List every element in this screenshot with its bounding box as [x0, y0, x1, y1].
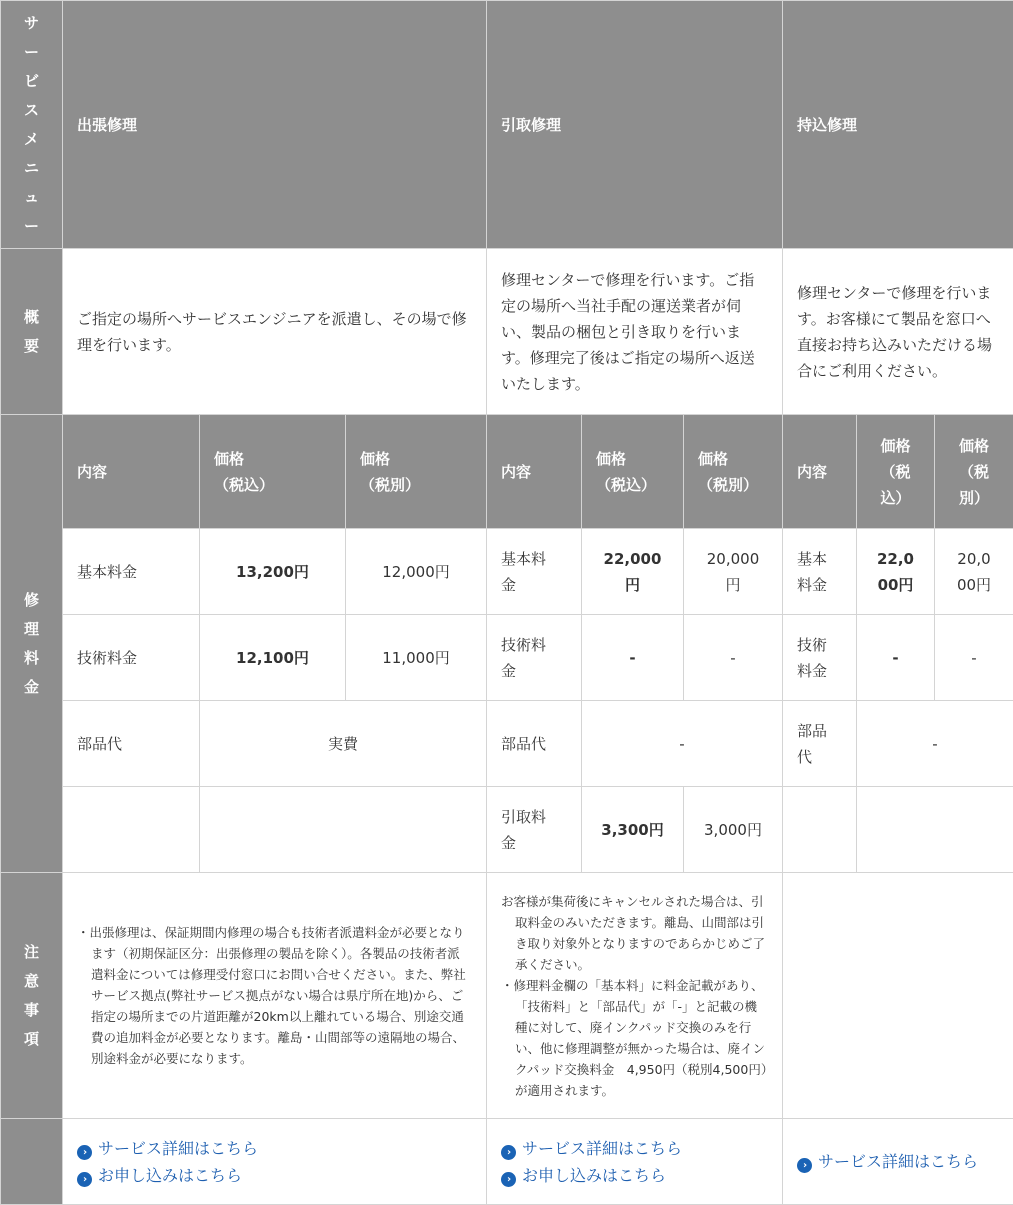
pickup-content-header: 内容 [487, 415, 582, 529]
pickup-parts-label: 部品代 [487, 701, 582, 787]
onsite-basic-label: 基本料金 [63, 529, 200, 615]
chevron-right-icon: › [797, 1158, 812, 1173]
onsite-detail-link[interactable]: › サービス詳細はこちら [77, 1135, 472, 1162]
onsite-tech-label: 技術料金 [63, 615, 200, 701]
pickup-apply-link[interactable]: › お申し込みはこちら [501, 1162, 768, 1189]
onsite-price-tax-in-header: 価格 （税込） [200, 415, 346, 529]
pickup-tech-label: 技術料 金 [487, 615, 582, 701]
links-carryin [783, 1119, 1013, 1205]
onsite-empty-value [200, 787, 487, 873]
notes-row [1, 873, 1013, 1119]
notes-onsite-text: ・出張修理は、保証期間内修理の場合も技術者派遣料金が必要となります（初期保証区分：出張修理の製品を除く）。各製品の技術者派遣料金については修理受付窓口にお問い合せください。また、弊社サービス拠点(弊社サービス拠点がない場合は県庁所在地)から、ご指定の場所までの片道距離が20km以上離れている場合、別途交通費の追加料金が必要となります。離島・山間部等の遠隔地の場合、別途料金が必要になります。 [77, 922, 472, 1069]
notes-pickup-item: ・修理料金欄の「基本料」に料金記載があり、「技術料」と「部品代」が「-」と記載の機種に対して、廃インクパッド交換のみを行い、他に修理調整が無かった場合は、廃インクパッド交換料金 4,950円（税別4,500円）が適用されます。 [501, 975, 768, 1101]
onsite-basic-tax-in: 13,200円 [200, 529, 346, 615]
notes-pickup-lead: お客様が集荷後にキャンセルされた場合は、引取料金のみいただきます。離島、山間部は引き取り対象外となりますのであらかじめご了承ください。 [501, 891, 768, 975]
row-header-repair-price: 修 理 料 金 [1, 415, 63, 873]
carryin-empty-value [857, 787, 1013, 873]
links-row [1, 1119, 1013, 1205]
carryin-content-header: 内容 [783, 415, 857, 529]
service-pickup-title: 引取修理 [487, 1, 783, 249]
carryin-basic-tax-in: 22,0 00円 [857, 529, 935, 615]
row-header-service-menu: サ ー ビ ス メ ニ ュ ー [1, 1, 63, 249]
carryin-tech-label: 技術 料金 [783, 615, 857, 701]
service-carryin-title: 持込修理 [783, 1, 1013, 249]
onsite-content-header: 内容 [63, 415, 200, 529]
price-row-pickup-fee [1, 787, 1013, 873]
links-pickup [487, 1119, 783, 1205]
overview-onsite: ご指定の場所へサービスエンジニアを派遣し、その場で修理を行います。 [63, 249, 487, 415]
carryin-basic-tax-ex: 20,0 00円 [935, 529, 1013, 615]
price-row-technical [1, 615, 1013, 701]
carryin-price-tax-ex-header: 価格 （税 別） [935, 415, 1013, 529]
carryin-tech-tax-ex: - [935, 615, 1013, 701]
pickup-price-tax-in-header: 価格 （税込） [582, 415, 684, 529]
carryin-tech-tax-in: - [857, 615, 935, 701]
pickup-tech-tax-in: - [582, 615, 684, 701]
overview-pickup: 修理センターで修理を行います。ご指定の場所へ当社手配の運送業者が伺い、製品の梱包と引き取りを行います。修理完了後はご指定の場所へ返送いたします。 [487, 249, 783, 415]
onsite-tech-tax-in: 12,100円 [200, 615, 346, 701]
pickup-detail-link[interactable]: › サービス詳細はこちら [501, 1135, 768, 1162]
overview-carryin: 修理センターで修理を行います。お客様にて製品を窓口へ直接お持ち込みいただける場合にご利用ください。 [783, 249, 1013, 415]
pickup-basic-label: 基本料 金 [487, 529, 582, 615]
onsite-basic-tax-ex: 12,000円 [346, 529, 487, 615]
notes-onsite [63, 873, 487, 1119]
carryin-detail-link[interactable]: › サービス詳細はこちら [797, 1148, 999, 1175]
links-onsite [63, 1119, 487, 1205]
pickup-fee-label: 引取料 金 [487, 787, 582, 873]
pickup-fee-tax-ex: 3,000円 [684, 787, 783, 873]
price-row-basic [1, 529, 1013, 615]
service-onsite-title: 出張修理 [63, 1, 487, 249]
price-header-row [1, 415, 1013, 529]
carryin-price-tax-in-header: 価格 （税 込） [857, 415, 935, 529]
row-header-links [1, 1119, 63, 1205]
onsite-apply-link[interactable]: › お申し込みはこちら [77, 1162, 472, 1189]
carryin-basic-label: 基本 料金 [783, 529, 857, 615]
pickup-basic-tax-in: 22,000 円 [582, 529, 684, 615]
price-row-parts [1, 701, 1013, 787]
onsite-empty-label [63, 787, 200, 873]
service-menu-row [1, 1, 1013, 249]
pickup-tech-tax-ex: - [684, 615, 783, 701]
onsite-parts-label: 部品代 [63, 701, 200, 787]
onsite-parts-value: 実費 [200, 701, 487, 787]
pickup-parts-value: - [582, 701, 783, 787]
chevron-right-icon: › [501, 1172, 516, 1187]
onsite-tech-tax-ex: 11,000円 [346, 615, 487, 701]
row-header-overview: 概 要 [1, 249, 63, 415]
onsite-price-tax-ex-header: 価格 （税別） [346, 415, 487, 529]
carryin-empty-label [783, 787, 857, 873]
pickup-price-tax-ex-header: 価格 （税別） [684, 415, 783, 529]
notes-pickup [487, 873, 783, 1119]
notes-carryin [783, 873, 1013, 1119]
carryin-parts-value: - [857, 701, 1013, 787]
row-header-notes: 注 意 事 項 [1, 873, 63, 1119]
chevron-right-icon: › [77, 1172, 92, 1187]
pickup-basic-tax-ex: 20,000 円 [684, 529, 783, 615]
carryin-parts-label: 部品 代 [783, 701, 857, 787]
chevron-right-icon: › [77, 1145, 92, 1160]
pickup-fee-tax-in: 3,300円 [582, 787, 684, 873]
chevron-right-icon: › [501, 1145, 516, 1160]
overview-row [1, 249, 1013, 415]
